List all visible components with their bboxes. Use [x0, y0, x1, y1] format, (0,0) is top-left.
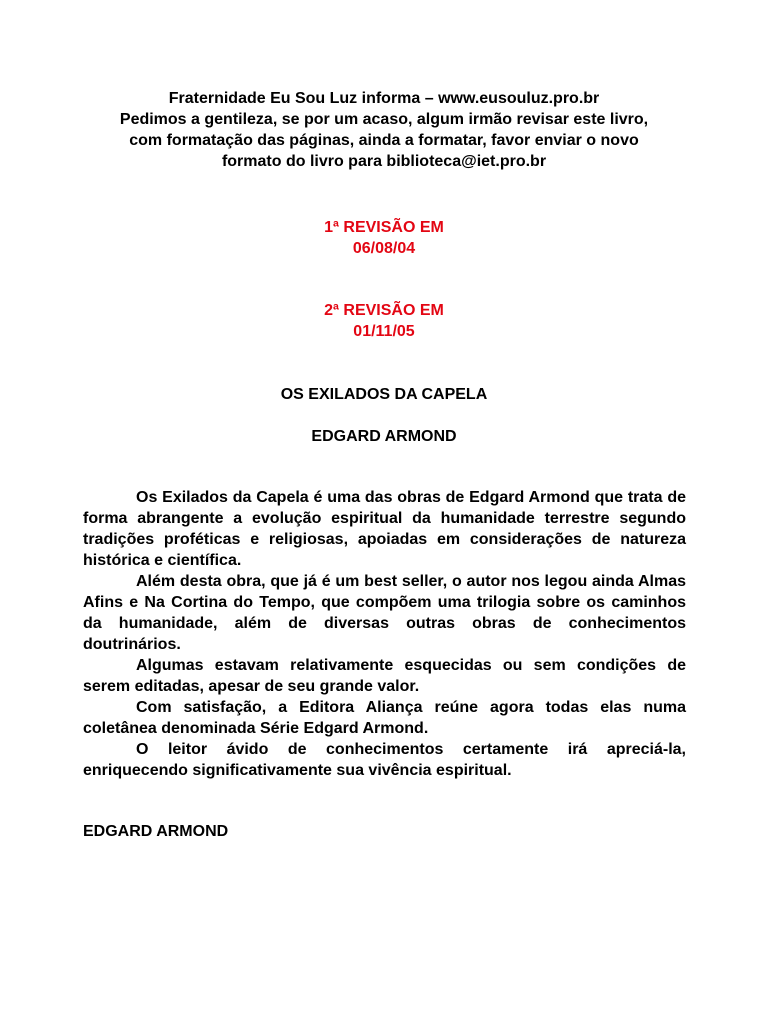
revision-2-label: 2ª REVISÃO EM [324, 302, 444, 319]
signature: EDGARD ARMOND [83, 823, 229, 840]
header-notice [60, 88, 708, 172]
header-line-3: com formatação das páginas, ainda a formatar, favor enviar o novo [129, 132, 639, 149]
header-line-2: Pedimos a gentileza, se por um acaso, algum irmão revisar este livro, [119, 111, 649, 128]
paragraph-1: Os Exilados da Capela é uma das obras de Edgard Armond que trata de forma abrangente a evolução espiritual da humanidade terrestre segundo tradições proféticas e religiosas, apoiadas em considerações de natureza histórica e científica. [83, 489, 686, 569]
paragraph-4: Com satisfação, a Editora Aliança reúne agora todas elas numa coletânea denominada Série Edgard Armond. [83, 699, 686, 737]
revision-1 [0, 217, 768, 259]
revision-1-label: 1ª REVISÃO EM [324, 219, 444, 236]
paragraph-3: Algumas estavam relativamente esquecidas ou sem condições de serem editadas, apesar de seu grande valor. [83, 657, 686, 695]
paragraph-5: O leitor ávido de conhecimentos certamente irá apreciá-la, enriquecendo significativamente sua vivência espiritual. [83, 741, 686, 779]
header-line-4: formato do livro para biblioteca@iet.pro.br [221, 153, 547, 170]
revision-2-date: 01/11/05 [353, 323, 415, 340]
book-title: OS EXILADOS DA CAPELA [280, 386, 488, 403]
book-author: EDGARD ARMOND [311, 428, 457, 445]
revision-2 [0, 300, 768, 342]
paragraph-2: Além desta obra, que já é um best seller, o autor nos legou ainda Almas Afins e Na Cortina do Tempo, que compõem uma trilogia sobre os caminhos da humanidade, além de diversas outras obras de conhecimentos doutrinários. [83, 573, 686, 653]
revision-1-date: 06/08/04 [352, 240, 416, 257]
body-text [83, 487, 686, 781]
header-line-1: Fraternidade Eu Sou Luz informa – www.eusouluz.pro.br [168, 90, 600, 107]
